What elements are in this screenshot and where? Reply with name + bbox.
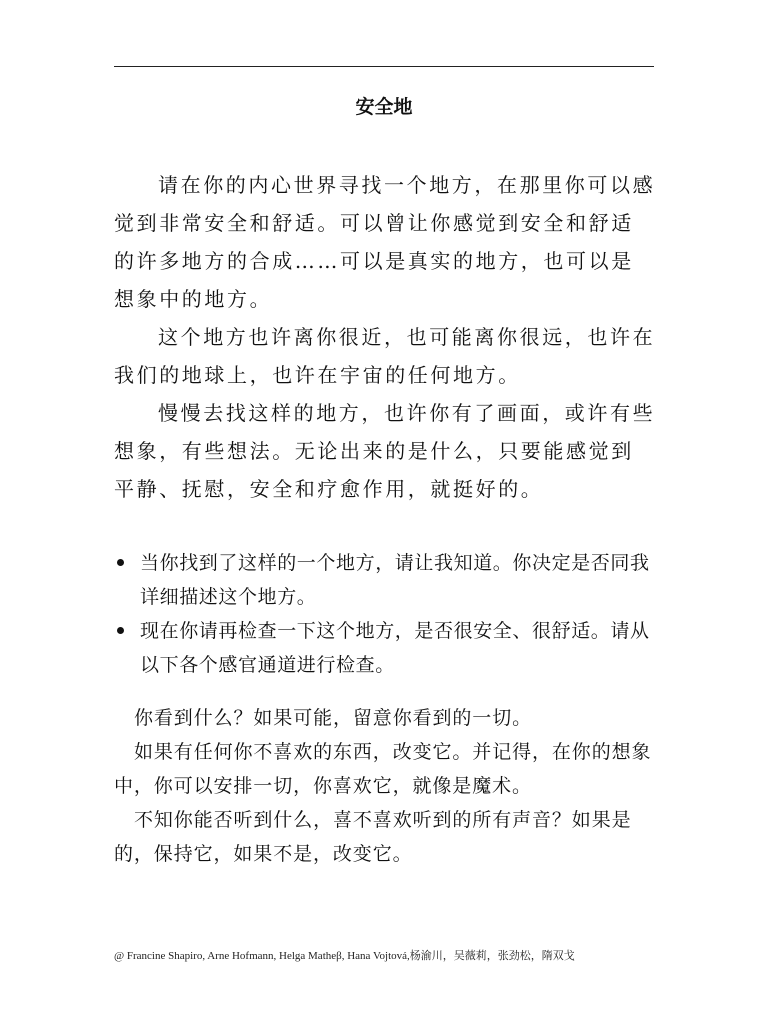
intro-section <box>114 166 656 508</box>
intro-paragraph: 这个地方也许离你很近，也可能离你很远，也许在我们的地球上，也许在宇宙的任何地方。 <box>114 325 656 387</box>
page-title: 安全地 <box>355 96 413 118</box>
body-paragraph: 如果有任何你不喜欢的东西，改变它。并记得，在你的想象中，你可以安排一切，你喜欢它，就像是魔术。 <box>114 741 652 797</box>
bullet-dot-icon <box>117 559 124 566</box>
bullet-list <box>114 546 654 682</box>
bullet-text: 现在你请再检查一下这个地方，是否很安全、很舒适。请从以下各个感官通道进行检查。 <box>140 620 650 676</box>
bullet-dot-icon <box>117 627 124 634</box>
intro-paragraph: 请在你的内心世界寻找一个地方，在那里你可以感觉到非常安全和舒适。可以曾让你感觉到安全和舒适的许多地方的合成……可以是真实的地方，也可以是想象中的地方。 <box>114 173 656 311</box>
bullet-text: 当你找到了这样的一个地方，请让我知道。你决定是否同我详细描述这个地方。 <box>140 552 650 608</box>
body-paragraph: 不知你能否听到什么，喜不喜欢听到的所有声音？如果是的，保持它，如果不是，改变它。 <box>114 809 632 865</box>
intro-paragraph: 慢慢去找这样的地方，也许你有了画面，或许有些想象，有些想法。无论出来的是什么，只要能感觉到平静、抚慰，安全和疗愈作用，就挺好的。 <box>114 401 656 501</box>
footer-credits: @ Francine Shapiro, Arne Hofmann, Helga Matheβ, Hana Vojtová,杨渝川，吴薇莉，张劲松，隋双戈 <box>114 950 575 962</box>
body-paragraph: 你看到什么？如果可能，留意你看到的一切。 <box>134 707 533 729</box>
header-rule <box>114 66 654 67</box>
sensory-section <box>114 701 654 871</box>
bullet-item <box>114 546 654 614</box>
bullet-item <box>114 614 654 682</box>
